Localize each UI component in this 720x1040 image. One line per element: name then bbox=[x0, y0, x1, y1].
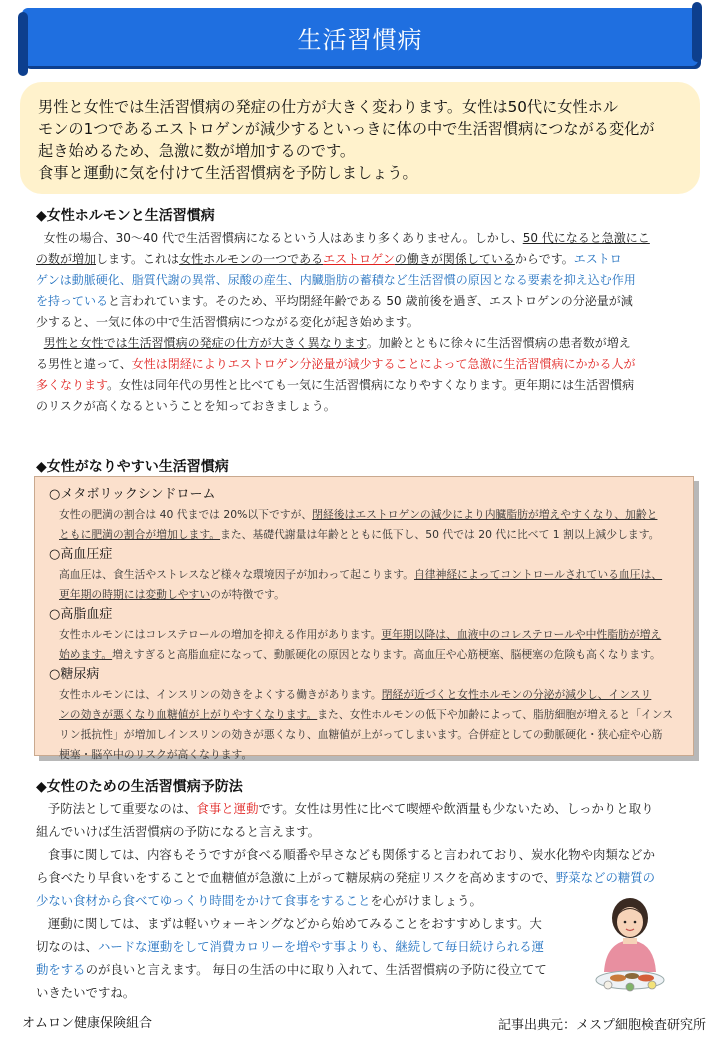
footer-organization: オムロン健康保険組合 bbox=[22, 1016, 153, 1031]
paragraph-line: 女性の場合、30～40 代で生活習慣病になるという人はあまり多くありません。しかし、50 代になると急激にこ bbox=[43, 231, 650, 245]
paragraph-line: の数が増加します。これは女性ホルモンの一つであるエストロゲンの働きが関係しているからです。エストロ bbox=[36, 252, 622, 266]
paragraph-line: いきたいですね。 bbox=[36, 985, 136, 1000]
disease-title-metabolic: ○メタボリックシンドローム bbox=[49, 487, 216, 502]
section-heading-prevention: ◆女性のための生活習慣病予防法 bbox=[36, 779, 243, 795]
paragraph-line: 予防法として重要なのは、食事と運動です。女性は男性に比べて喫煙や飲酒量も少ないため、しっかりと取り bbox=[47, 801, 654, 816]
paragraph-line: ら食べたり早食いをすることで血糖値が急激に上がって糖尿病の発症リスクを高めますので、野菜などの糖質の bbox=[36, 870, 656, 885]
disease-line: 女性の肥満の割合は 40 代までは 20%以下ですが、閉経後はエストロゲンの減少により内臓脂肪が増えやすくなり、加齢と bbox=[59, 508, 658, 521]
title-banner bbox=[22, 8, 698, 66]
disease-line: 始めます。増えすぎると高脂血症になって、動脈硬化の原因となります。高血圧や心筋梗塞、脳梗塞の危険も高くなります。 bbox=[59, 648, 661, 661]
disease-line: 女性ホルモンにはコレステロールの増加を抑える作用があります。更年期以降は、血液中のコレステロールや中性脂肪が増え bbox=[59, 628, 662, 641]
disease-title-hypertension: ○高血圧症 bbox=[49, 547, 113, 562]
footer-source: 記事出典元：メスプ細胞検査研究所 bbox=[497, 1018, 706, 1033]
section-body-hormone bbox=[36, 228, 696, 417]
disease-line: リン抵抗性」が増加しインスリンの効きが悪くなり、血糖値が上がってしまいます。合併症としての動脈硬化・狭心症や心筋 bbox=[59, 728, 663, 741]
disease-line: 更年期の時期には変動しやすいのが特徴です。 bbox=[59, 588, 285, 601]
paragraph-line: 多くなります。女性は同年代の男性と比べても一気に生活習慣病になりやすくなります。更年期には生活習慣病 bbox=[36, 378, 635, 392]
paragraph-line: 食事に関しては、内容もそうですが食べる順番や早さなども関係すると言われており、炭水化物や肉類などか bbox=[47, 847, 655, 862]
disease-title-diabetes: ○糖尿病 bbox=[49, 667, 100, 682]
woman-with-meal-illustration bbox=[590, 892, 670, 1000]
paragraph-line: 男性と女性では生活習慣病の発症の仕方が大きく異なります。加齢とともに徐々に生活習慣病の患者数が増え bbox=[43, 336, 631, 350]
intro-line: モンの1つであるエストロゲンが減少するといっきに体の中で生活習慣病につながる変化が bbox=[38, 120, 655, 138]
disease-box bbox=[34, 476, 694, 761]
paragraph-line: 運動に関しては、まずは軽いウォーキングなどから始めてみることをおすすめします。大 bbox=[47, 916, 542, 931]
disease-line: ともに肥満の割合が増加します。また、基礎代謝量は年齢とともに低下し、50 代では 20 代に比べて 1 割以上減少します。 bbox=[59, 528, 660, 541]
intro-line: 起き始めるため、急激に数が増加するのです。 bbox=[38, 142, 356, 160]
disease-line: ンの効きが悪くなり血糖値が上がりやすくなります。また、女性ホルモンの低下や加齢によって、脂肪細胞が増えると「インス bbox=[59, 708, 674, 721]
disease-line: 梗塞・脳卒中のリスクが高くなります。 bbox=[59, 748, 253, 761]
paragraph-line: のリスクが高くなるということを知っておきましょう。 bbox=[36, 399, 336, 413]
paragraph-line: 少ない食材から食べてゆっくり時間をかけて食事をすることを心がけましょう。 bbox=[36, 893, 482, 908]
intro-box bbox=[20, 82, 700, 194]
paragraph-line: ゲンは動脈硬化、脂質代謝の異常、尿酸の産生、内臓脂肪の蓄積など生活習慣の原因となる要素を抑え込む作用 bbox=[36, 273, 636, 287]
banner-curl-left bbox=[18, 12, 28, 76]
paragraph-line: 切なのは、ハードな運動をして消費カロリーを増やす事よりも、継続して毎日続けられる運 bbox=[36, 939, 545, 954]
disease-line: 女性ホルモンには、インスリンの効きをよくする働きがあります。閉経が近づくと女性ホルモンの分泌が減少し、インスリ bbox=[59, 688, 652, 701]
paragraph-line: 少すると、一気に体の中で生活習慣病につながる変化が起き始めます。 bbox=[36, 315, 419, 329]
paragraph-line: 動をするのが良いと言えます。 毎日の生活の中に取り入れて、生活習慣病の予防に役立てて bbox=[36, 962, 547, 977]
banner-curl-right bbox=[692, 2, 702, 62]
section-heading-diseases: ◆女性がなりやすい生活習慣病 bbox=[36, 459, 229, 475]
paragraph-line: 組んでいけば生活習慣病の予防になると言えます。 bbox=[36, 824, 320, 839]
paragraph-line: る男性と違って、女性は閉経によりエストロゲン分泌量が減少することによって急激に生活習慣病にかかる人が bbox=[36, 357, 636, 371]
paragraph-line: を持っていると言われています。そのため、平均閉経年齢である 50 歳前後を過ぎ、エストロゲンの分泌量が減 bbox=[36, 294, 633, 308]
page-title: 生活習慣病 bbox=[297, 25, 423, 54]
section-heading-hormone: ◆女性ホルモンと生活習慣病 bbox=[36, 208, 215, 224]
intro-line: 食事と運動に気を付けて生活習慣病を予防しましょう。 bbox=[38, 164, 418, 182]
intro-line: 男性と女性では生活習慣病の発症の仕方が大きく変わります。女性は50代に女性ホル bbox=[38, 98, 619, 116]
disease-title-hyperlipidemia: ○高脂血症 bbox=[49, 607, 113, 622]
disease-line: 高血圧は、食生活やストレスなど様々な環境因子が加わって起こります。自律神経によってコントロールされている血圧は、 bbox=[59, 568, 663, 581]
